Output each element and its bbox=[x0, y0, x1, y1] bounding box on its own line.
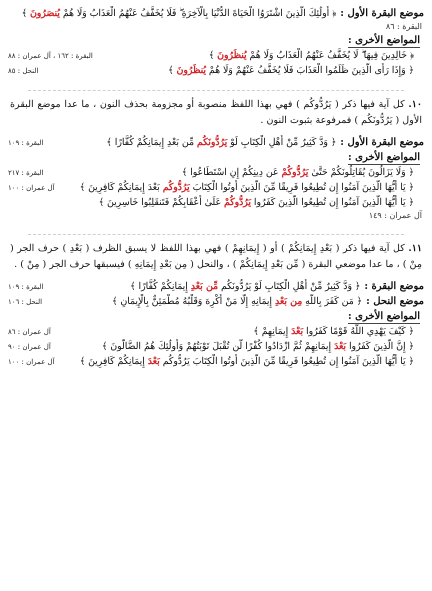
rule-text: كل آية فيها ذكر ( بَعْدِ إِيمَانِكُمْ ) أو ( إِيمَانِهِمْ ) فهي بهذا اللفظ لا يسبق الظرف ( بَعْدِ ) حرف الجر ( مِنْ ) ، ما عدا موضعي البقرة ( مِّن بَعْدِ إِيمَانِكُمْ ) ، والنحل ( مِن بَعْدِ إِيمَانِهِ ) فيسبقها حرف الجر ( مِنْ ) . bbox=[10, 243, 422, 270]
main-position-label: موضع البقرة الأول : bbox=[340, 137, 424, 148]
verse-post: عَن دِينِكُمْ إِنِ اسْتَطَاعُوا ﴾ bbox=[181, 167, 282, 178]
verse-post: ﴾ bbox=[168, 65, 177, 76]
verse-post: إِيمَانِكُمْ كَافِرِينَ ﴾ bbox=[79, 356, 148, 367]
verse-reference: البقرة : ٨٦ bbox=[385, 22, 422, 31]
verse-post: مِّن بَعْدِ إِيمَانِكُمْ كُفَّارًا ﴾ bbox=[106, 137, 197, 148]
verse-reference: البقرة : ١٠٩ bbox=[8, 139, 44, 147]
verse-post: إِيمَانِكُمْ كُفَّارًا ﴾ bbox=[130, 281, 191, 292]
verse-line-main bbox=[8, 279, 424, 294]
verse-pre: ﴿ خَالِدِينَ فِيهَا ۖ لَا يُخَفَّفُ عَنْهُمُ الْعَذَابُ وَلَا هُمْ bbox=[246, 50, 414, 61]
verse-text bbox=[45, 294, 362, 309]
verse-reference: آل عمران : ٨٦ bbox=[8, 328, 51, 336]
verse-pre: ﴿ يَا أَيُّهَا الَّذِينَ آمَنُوا إِن تُطِيعُوا الَّذِينَ كَفَرُوا bbox=[250, 197, 414, 208]
verse-pre: ﴿ إِنَّ الَّذِينَ كَفَرُوا bbox=[346, 341, 414, 352]
verse-pre: ﴿ يَا أَيُّهَا الَّذِينَ آمَنُوا إِن تُطِيعُوا فَرِيقًا مِّنَ الَّذِينَ أُوتُوا الْكِتَابَ يَرُدُّوكُم bbox=[159, 356, 414, 367]
verse-reference: النحل : ٨٥ bbox=[8, 67, 39, 75]
baqarah-position-label: موضع البقرة : bbox=[364, 281, 424, 292]
verse-reference: آل عمران : ١٤٩ bbox=[368, 211, 422, 220]
verse-post: إِيمَانِهِمْ ثُمَّ ازْدَادُوا كُفْرًا لَّن تُقْبَلَ تَوْبَتُهُمْ وَأُولَٰئِكَ هُمُ الضَّالُّونَ ﴾ bbox=[101, 341, 335, 352]
verse-text bbox=[54, 324, 414, 339]
highlighted-word: يَرُدُّوكُمْ bbox=[281, 167, 309, 178]
verse-reference: البقرة : ٢١٧ bbox=[8, 169, 44, 177]
others-heading bbox=[8, 150, 424, 165]
verse-reference: البقرة : ١٦٢ ، آل عمران : ٨٨ bbox=[8, 52, 93, 60]
highlighted-word: يُنظَرُونَ bbox=[217, 50, 247, 61]
rule-text: كل آية فيها ذكر ( يَرُدُّوكُم ) فهي بهذا اللفظ منصوبة أو مجزومة بحذف النون ، ما عدا موضع البقرة الأول ( يَرُدُّونَكُم ) فمرفوعة بثبوت النون . bbox=[10, 99, 422, 126]
verse-post: ﴾ bbox=[21, 8, 30, 19]
verse-text bbox=[58, 180, 414, 195]
verse-pre: ﴿ مَن كَفَرَ بِاللَّهِ bbox=[302, 296, 363, 307]
verse-text bbox=[46, 165, 414, 180]
verse-line-other bbox=[8, 195, 424, 210]
rule-paragraph bbox=[8, 241, 424, 273]
verse-pre: ﴿ وَدَّ كَثِيرٌ مِّنْ أَهْلِ الْكِتَابِ لَوْ يَرُدُّونَكُم bbox=[218, 281, 361, 292]
verse-text bbox=[8, 6, 336, 21]
verse-line-other bbox=[8, 180, 424, 195]
verse-line-main bbox=[8, 294, 424, 309]
others-heading-text: المواضع الأخرى : bbox=[347, 311, 420, 322]
verse-reference: آل عمران : ١٠٠ bbox=[8, 184, 55, 192]
verse-post: عَلَىٰ أَعْقَابِكُمْ فَتَنقَلِبُوا خَاسِرِينَ ﴾ bbox=[98, 197, 224, 208]
verse-reference: البقرة : ١٠٩ bbox=[8, 283, 44, 291]
verse-pre: ﴿ يَا أَيُّهَا الَّذِينَ آمَنُوا إِن تُطِيعُوا فَرِيقًا مِّنَ الَّذِينَ أُوتُوا الْكِتَابَ bbox=[189, 182, 414, 193]
verse-text bbox=[8, 195, 414, 210]
verse-post: ﴾ bbox=[208, 50, 218, 61]
highlighted-word: بَعْدَ bbox=[291, 326, 304, 337]
verse-line-main bbox=[8, 135, 424, 150]
verse-reference: النحل : ١٠٦ bbox=[8, 298, 43, 306]
others-heading bbox=[8, 309, 424, 324]
verse-pre: ﴿ وَإِذَا رَأَى الَّذِينَ ظَلَمُوا الْعَذَابَ فَلَا يُخَفَّفُ عَنْهُمْ وَلَا هُمْ bbox=[205, 65, 414, 76]
others-heading-text: المواضع الأخرى : bbox=[347, 152, 420, 163]
highlighted-word: يَرُدُّوكُمْ bbox=[223, 197, 251, 208]
others-heading-text: المواضع الأخرى : bbox=[347, 35, 420, 46]
highlighted-word: يُنظَرُونَ bbox=[176, 65, 206, 76]
highlighted-word: يَرُدُّوكُم bbox=[162, 182, 190, 193]
highlighted-word: بَعْدَ bbox=[334, 341, 347, 352]
highlighted-word: مِّن بَعْدِ bbox=[190, 281, 219, 292]
verse-line-other bbox=[8, 48, 424, 63]
verse-reference: آل عمران : ٩٠ bbox=[8, 343, 51, 351]
verse-line-other bbox=[8, 354, 424, 369]
highlighted-word: بَعْدَ bbox=[147, 356, 160, 367]
verse-pre: ﴿ أُولَٰئِكَ الَّذِينَ اشْتَرَوُا الْحَيَاةَ الدُّنْيَا بِالْآخِرَةِ ۖ فَلَا يُخَفَّفُ عَنْهُمُ الْعَذَابُ وَلَا هُمْ bbox=[59, 8, 337, 19]
highlighted-word: مِن بَعْدِ bbox=[274, 296, 303, 307]
verse-line-other bbox=[8, 165, 424, 180]
verse-pre: ﴿ وَدَّ كَثِيرٌ مِّنْ أَهْلِ الْكِتَابِ لَوْ bbox=[227, 137, 337, 148]
verse-post: بَعْدَ إِيمَانِكُمْ كَافِرِينَ ﴾ bbox=[79, 182, 163, 193]
main-position-label: موضع البقرة الأول : bbox=[340, 8, 424, 19]
nahl-position-label: موضع النحل : bbox=[366, 296, 424, 307]
verse-text bbox=[46, 135, 336, 150]
verse-text bbox=[41, 63, 414, 78]
verse-text bbox=[58, 354, 414, 369]
verse-reference: آل عمران : ١٠٠ bbox=[8, 358, 55, 366]
highlighted-word: يَرُدُّونَكُم bbox=[196, 137, 228, 148]
verse-line-other bbox=[8, 63, 424, 78]
verse-line-main bbox=[8, 6, 424, 21]
verse-text bbox=[96, 48, 414, 63]
others-heading bbox=[8, 33, 424, 48]
verse-pre: ﴿ وَلَا يَزَالُونَ يُقَاتِلُونَكُمْ حَتَّىٰ bbox=[308, 167, 414, 178]
verse-pre: ﴿ كَيْفَ يَهْدِي اللَّهُ قَوْمًا كَفَرُوا bbox=[303, 326, 414, 337]
highlighted-word: يُنصَرُونَ bbox=[29, 8, 60, 19]
rule-number: ١٠. bbox=[408, 99, 422, 110]
verse-text bbox=[46, 279, 360, 294]
rule-number: ١١. bbox=[408, 243, 422, 254]
verse-post: إِيمَانِهِ إِلَّا مَنْ أُكْرِهَ وَقَلْبُهُ مُطْمَئِنٌّ بِالْإِيمَانِ ﴾ bbox=[111, 296, 275, 307]
verse-line-other bbox=[8, 339, 424, 354]
rule-paragraph bbox=[8, 97, 424, 129]
verse-text bbox=[54, 339, 414, 354]
verse-line-other bbox=[8, 324, 424, 339]
verse-post: إِيمَانِهِمْ ﴾ bbox=[253, 326, 292, 337]
